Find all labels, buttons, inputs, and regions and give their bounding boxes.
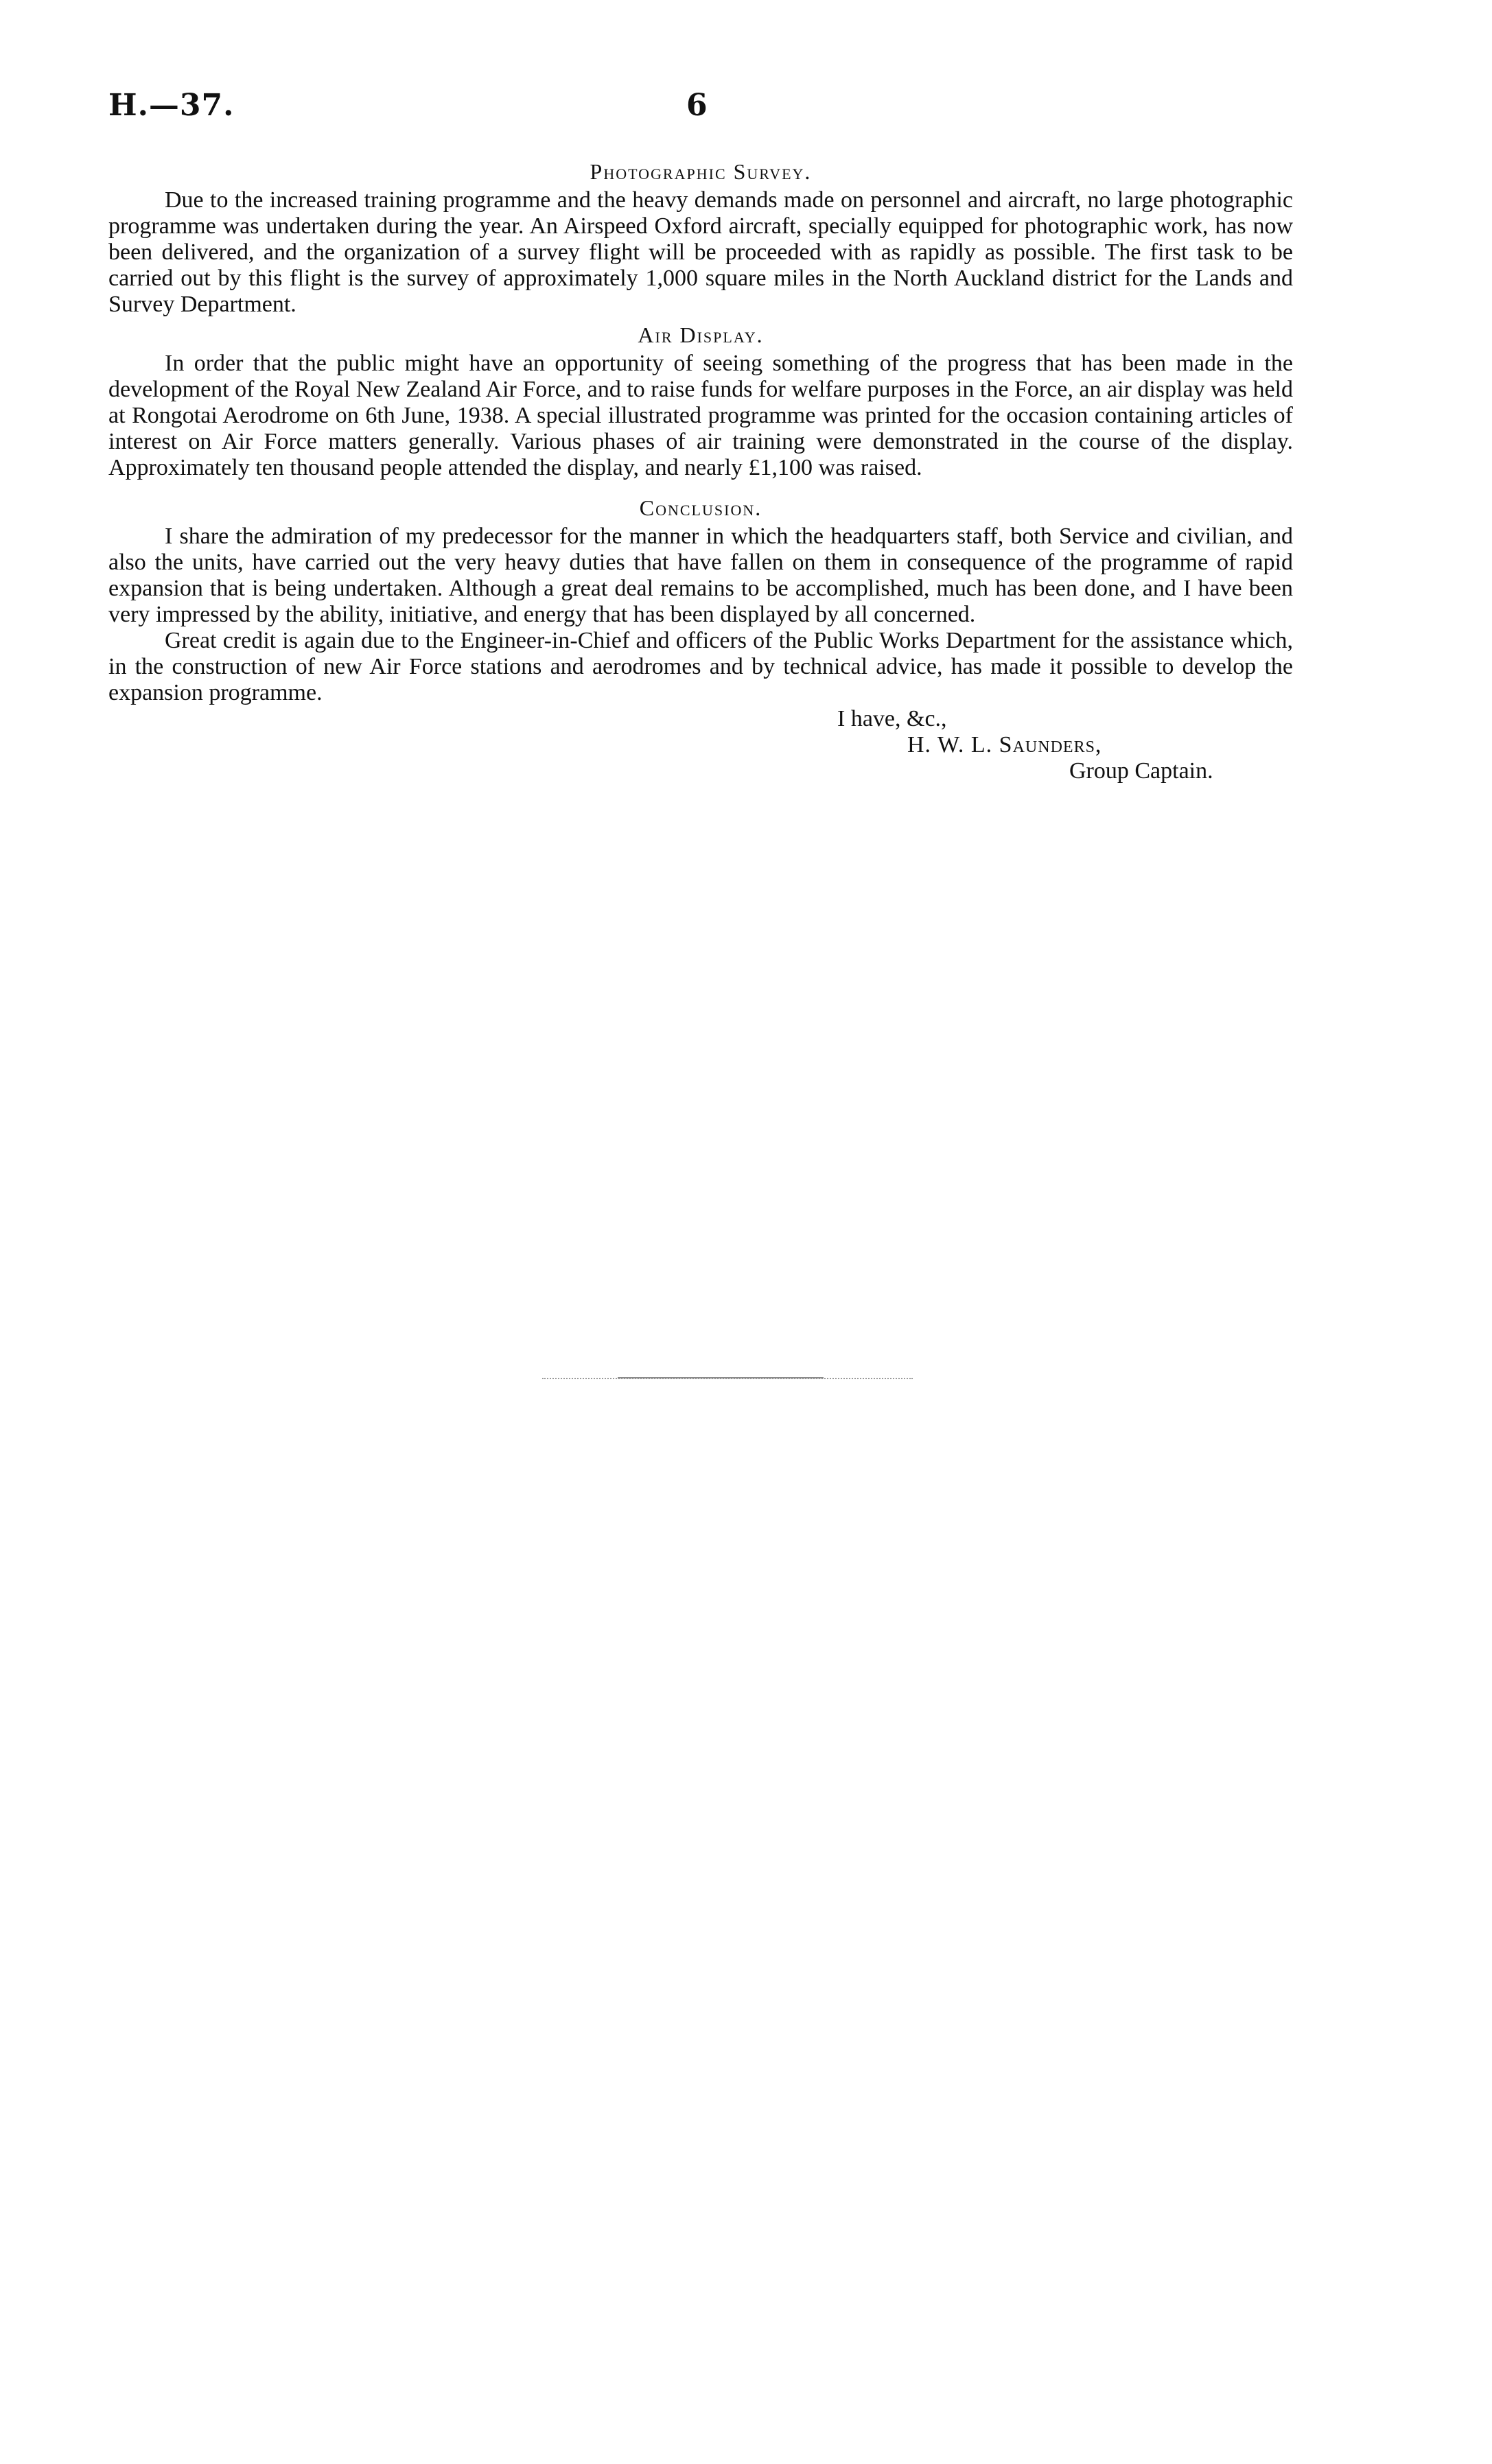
heading-air-display: Air Display. [638,322,764,347]
paragraph-conclusion-1: I share the admiration of my predecessor for the manner in which the headquarters staff, both Service and civilian, and also the units, have carried out the very heavy duties that have fallen on them in consequence of the programme of rapid expansion that is being undertaken. Although a great deal remains to be accomplished, much has been done, and I have been very impressed by the ability, initiative, and energy that has been displayed by all concerned. [108,524,1293,627]
heading-conclusion: Conclusion. [639,495,762,520]
document-body [108,154,1293,784]
heading-photographic-survey: Photographic Survey. [590,159,812,184]
salutation: I have, &c., [837,706,947,731]
page-number: 6 [686,88,708,123]
signatory-name: H. W. L. Saunders, [907,732,1102,758]
paragraph-air-display: In order that the public might have an opportunity of seeing something of the progress that has been made in the development of the Royal New Zealand Air Force, and to raise funds for welfare purposes in the Force, an air display was held at Rongotai Aerodrome on 6th June, 1938. A special illustrated programme was printed for the occasion containing articles of interest on Air Force matters generally. Various phases of air training were demonstrated in the course of the display. Approximately ten thousand people attended the display, and nearly £1,100 was raised. [108,351,1293,480]
end-rule-center [618,1377,824,1378]
paragraph-conclusion-2: Great credit is again due to the Engineer-in-Chief and officers of the Public Works Department for the assistance which, in the construction of new Air Force stations and aerodromes and by technical advice, has made it possible to develop the expansion programme. [108,628,1293,705]
signatory-rank: Group Captain. [1069,758,1213,784]
document-reference: H.—37. [108,88,235,123]
closing-block [108,706,1293,784]
paragraph-photographic-survey: Due to the increased training programme and the heavy demands made on personnel and aircraft, no large photographic programme was undertaken during the year. An Airspeed Oxford aircraft, specially equipped for photographic work, has now been delivered, and the organization of a survey flight will be proceeded with as rapidly as possible. The first task to be carried out by this flight is the survey of approximately 1,000 square miles in the North Auckland district for the Lands and Survey Department. [108,187,1293,317]
